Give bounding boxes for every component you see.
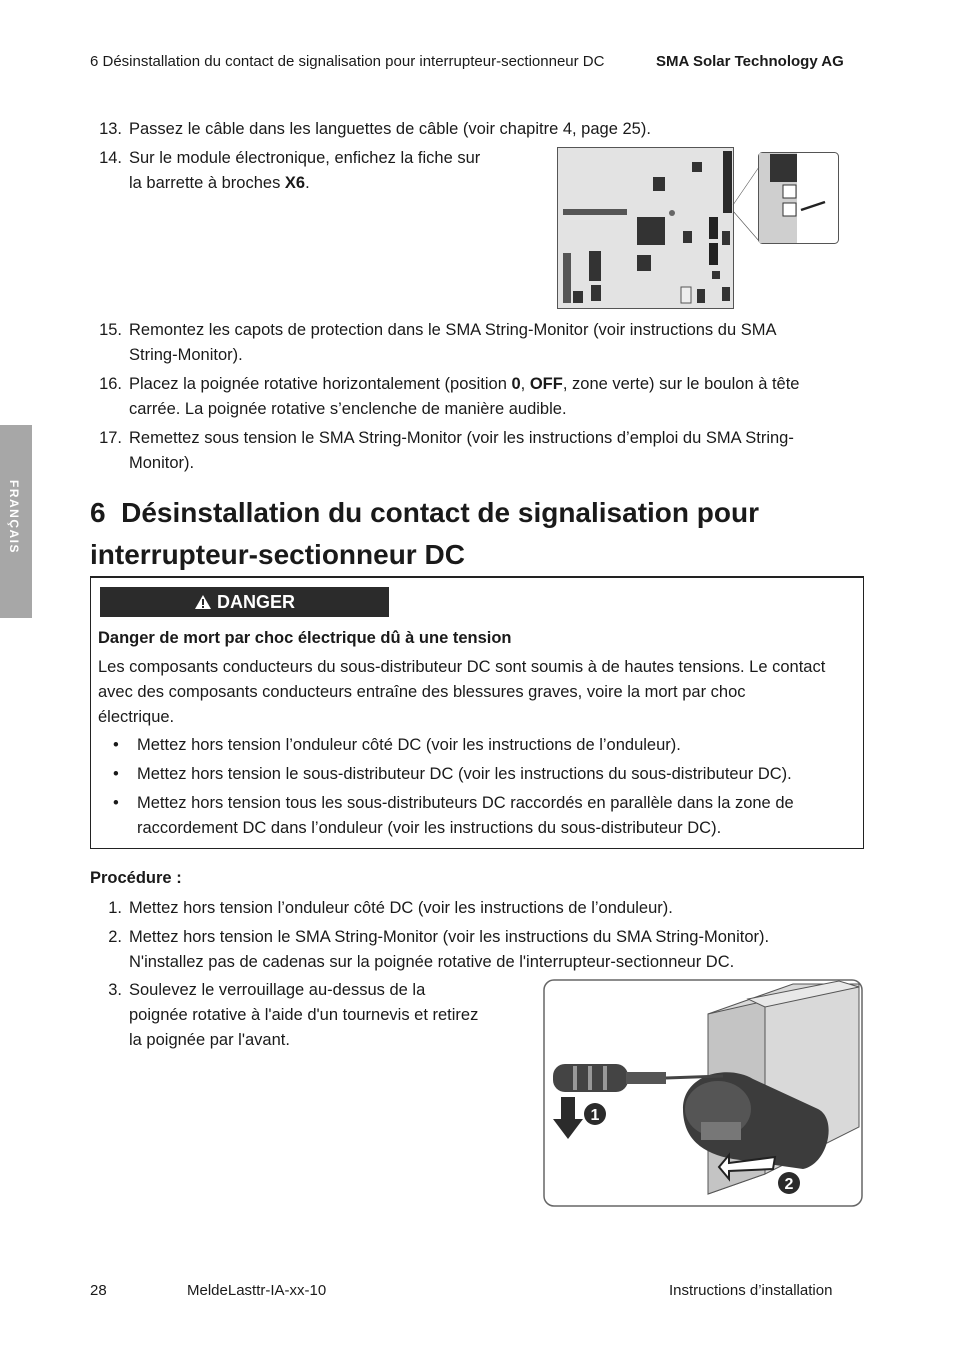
procedure-step-2: 2. Mettez hors tension le SMA String-Monitor (voir les instructions du SMA String-Monitor). N'installez pas de cadenas sur la poignée rotative de l'interrupteur-sectionneur DC. [108, 928, 770, 971]
document-type: Instructions d’installation [669, 1282, 833, 1299]
step-15: 15. Remontez les capots de protection dans le SMA String-Monitor (voir instructions du SMA String-Monitor). [99, 321, 777, 364]
language-tab [0, 425, 32, 618]
step-14: 14. Sur le module électronique, enfichez la fiche sur la barrette à broches X6. [99, 149, 481, 192]
procedure-step-3: 3. Soulevez le verrouillage au-dessus de la poignée rotative à l'aide d'un tournevis et retirez la poignée par l'avant. [108, 981, 479, 1049]
danger-bullet: • [113, 736, 119, 754]
running-header-company: SMA Solar Technology AG [656, 53, 844, 70]
warning-triangle-icon [194, 594, 212, 610]
step-marker-1: 1 [590, 1107, 600, 1124]
step-16: 16. Placez la poignée rotative horizontalement (position 0, OFF, zone verte) sur le boulon à tête carrée. La poignée rotative s’enclenche de manière audible. [99, 375, 800, 418]
danger-label: DANGER [100, 587, 389, 617]
page-number: 28 [90, 1282, 107, 1299]
circuit-board-figure [557, 147, 841, 310]
step-marker-2: 2 [784, 1176, 794, 1193]
danger-bullet-text: Mettez hors tension le sous-distributeur DC (voir les instructions du sous-distributeur DC). [137, 765, 792, 783]
procedure-step-1: 1. Mettez hors tension l’onduleur côté DC (voir les instructions de l’onduleur). [108, 899, 673, 917]
procedure-heading: Procédure : [90, 869, 182, 887]
danger-text-line1: Les composants conducteurs du sous-distributeur DC sont soumis à de hautes tensions. Le contact [98, 658, 826, 676]
circuit-board-illustration [557, 147, 841, 310]
danger-heading: Danger de mort par choc électrique dû à une tension [98, 629, 512, 647]
danger-bullet: • [113, 794, 119, 812]
step-17: 17. Remettez sous tension le SMA String-Monitor (voir les instructions d’emploi du SMA String- Monitor). [99, 429, 794, 472]
danger-bullet-text: Mettez hors tension l’onduleur côté DC (voir les instructions de l’onduleur). [137, 736, 681, 754]
danger-bullet-text: Mettez hors tension tous les sous-distributeurs DC raccordés en parallèle dans la zone de [137, 794, 794, 812]
handle-removal-illustration [543, 979, 863, 1208]
section-number: 6 [90, 497, 106, 528]
handle-removal-figure [543, 979, 863, 1208]
danger-bullet-text-cont: raccordement DC dans l’onduleur (voir les instructions du sous-distributeur DC). [137, 819, 722, 837]
section-title-line2: interrupteur-sectionneur DC [90, 539, 465, 570]
document-code: MeldeLasttr-IA-xx-10 [187, 1282, 327, 1299]
danger-text-line2: avec des composants conducteurs entraîne des blessures graves, voire la mort par choc [98, 683, 746, 701]
section-heading [90, 492, 870, 576]
danger-text-line3: électrique. [98, 708, 175, 726]
running-header-chapter: 6 Désinstallation du contact de signalisation pour interrupteur-sectionneur DC [90, 53, 605, 70]
section-title-line1: Désinstallation du contact de signalisation pour [121, 497, 760, 528]
danger-bullet: • [113, 765, 119, 783]
language-tab-label: FRANÇAIS [7, 480, 21, 554]
